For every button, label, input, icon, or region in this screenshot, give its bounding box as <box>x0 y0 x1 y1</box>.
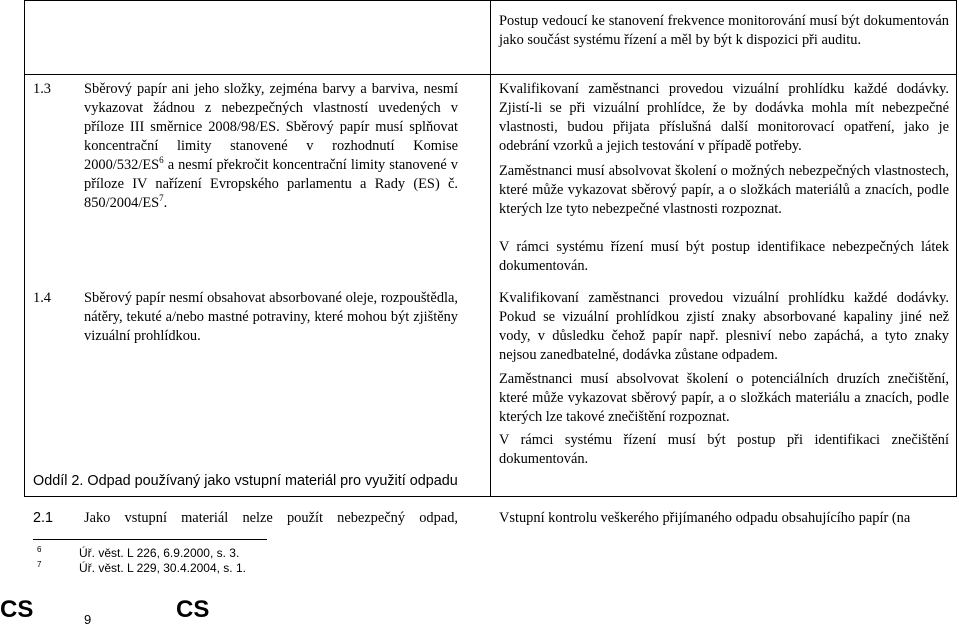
row14-number: 1.4 <box>33 290 51 306</box>
page-number: 9 <box>84 612 92 627</box>
row21-left-text <box>84 509 458 528</box>
row13-left-a: Sběrový papír ani jeho složky, zejména barvy a barviva, nesmí vykazovat žádnou z nebezpečných vlastností uvedených v příloze III směrnice 2008/98/ES. Sběrový papír musí splňovat koncentrační limity stanovené v rozhodnutí Komise 2000/532/ES <box>84 81 458 173</box>
row21-right-text: Vstupní kontrolu veškerého přijímaného odpadu obsahujícího papír (na <box>499 510 911 526</box>
footer-language-right: CS <box>176 596 210 623</box>
row13-right-para-2: Zaměstnanci musí absolvovat školení o možných nebezpečných vlastnostech, které může vykazovat sběrový papír, a o složkách materiálů a znacích, podle kterých lze tyto nebezpečné vlastnosti rozpoznat. <box>499 163 949 217</box>
footnote-number: 7 <box>37 560 42 569</box>
row13-right-para-1: Kvalifikovaní zaměstnanci provedou vizuální prohlídku každé dodávky. Zjistí-li se při vizuální prohlídce, že by dodávka mohla mít nebezpečné vlastnosti, budou přijata příslušná další monitorovací opatření, jako je odebrání vzorků a jejich testování v případě potřeby. <box>499 81 949 154</box>
row14-right-para-2: Zaměstnanci musí absolvovat školení o potenciálních druzích znečištění, které může vykazovat sběrový papír, a o složkách materiálu a znacích, podle kterých lze takové znečištění rozpoznat. <box>499 371 949 425</box>
row14-left-text: Sběrový papír nesmí obsahovat absorbované oleje, rozpouštědla, nátěry, tekuté a/nebo mastné potraviny, které mohou být zjištěny vizuální prohlídkou. <box>84 290 458 344</box>
row14-right-para-3: V rámci systému řízení musí být postup při identifikaci znečištění dokumentován. <box>499 432 949 467</box>
footer-language-left: CS <box>0 596 34 623</box>
row13-left-c: . <box>163 195 168 211</box>
row21-left-span: Jako vstupní materiál nelze použít nebezpečný odpad, <box>84 510 458 526</box>
row13-right-para-3: V rámci systému řízení musí být postup identifikace nebezpečných látek dokumentován. <box>499 239 949 274</box>
row13-left-b: a nesmí překročit koncentrační limity stanovené v příloze IV nařízení Evropského parlamentu a Rady (ES) č. 850/2004/ES <box>84 157 458 211</box>
row14-right-para-1: Kvalifikovaní zaměstnanci provedou vizuální prohlídku každé dodávky. Pokud se vizuální prohlídkou zjistí znaky absorbované kapaliny jiné než vody, v důsledku čehož papír např. plesniví nebo zapáchá, a tyto znaky nejsou zanedbatelné, dodávka zůstane odpadem. <box>499 290 949 363</box>
footnote-number: 6 <box>37 545 42 554</box>
row21-number: 2.1 <box>33 510 54 526</box>
footnote-ref-7: 7 <box>159 193 164 204</box>
footnote-text: Úř. věst. L 229, 30.4.2004, s. 1. <box>79 561 246 575</box>
row0-right-text: Postup vedoucí ke stanovení frekvence monitorování musí být dokumentován jako součást systému řízení a měl by být k dispozici při auditu. <box>499 13 949 48</box>
row13-left-text <box>84 80 458 213</box>
row-divider <box>25 74 956 75</box>
row-divider <box>25 0 956 1</box>
row13-number: 1.3 <box>33 81 51 97</box>
footnote-separator <box>33 539 267 540</box>
footnote-text: Úř. věst. L 226, 6.9.2000, s. 3. <box>79 546 240 560</box>
section-heading: Oddíl 2. Odpad používaný jako vstupní materiál pro využití odpadu <box>33 473 458 489</box>
footnote-ref-6: 6 <box>159 155 164 166</box>
row-divider <box>25 496 956 497</box>
